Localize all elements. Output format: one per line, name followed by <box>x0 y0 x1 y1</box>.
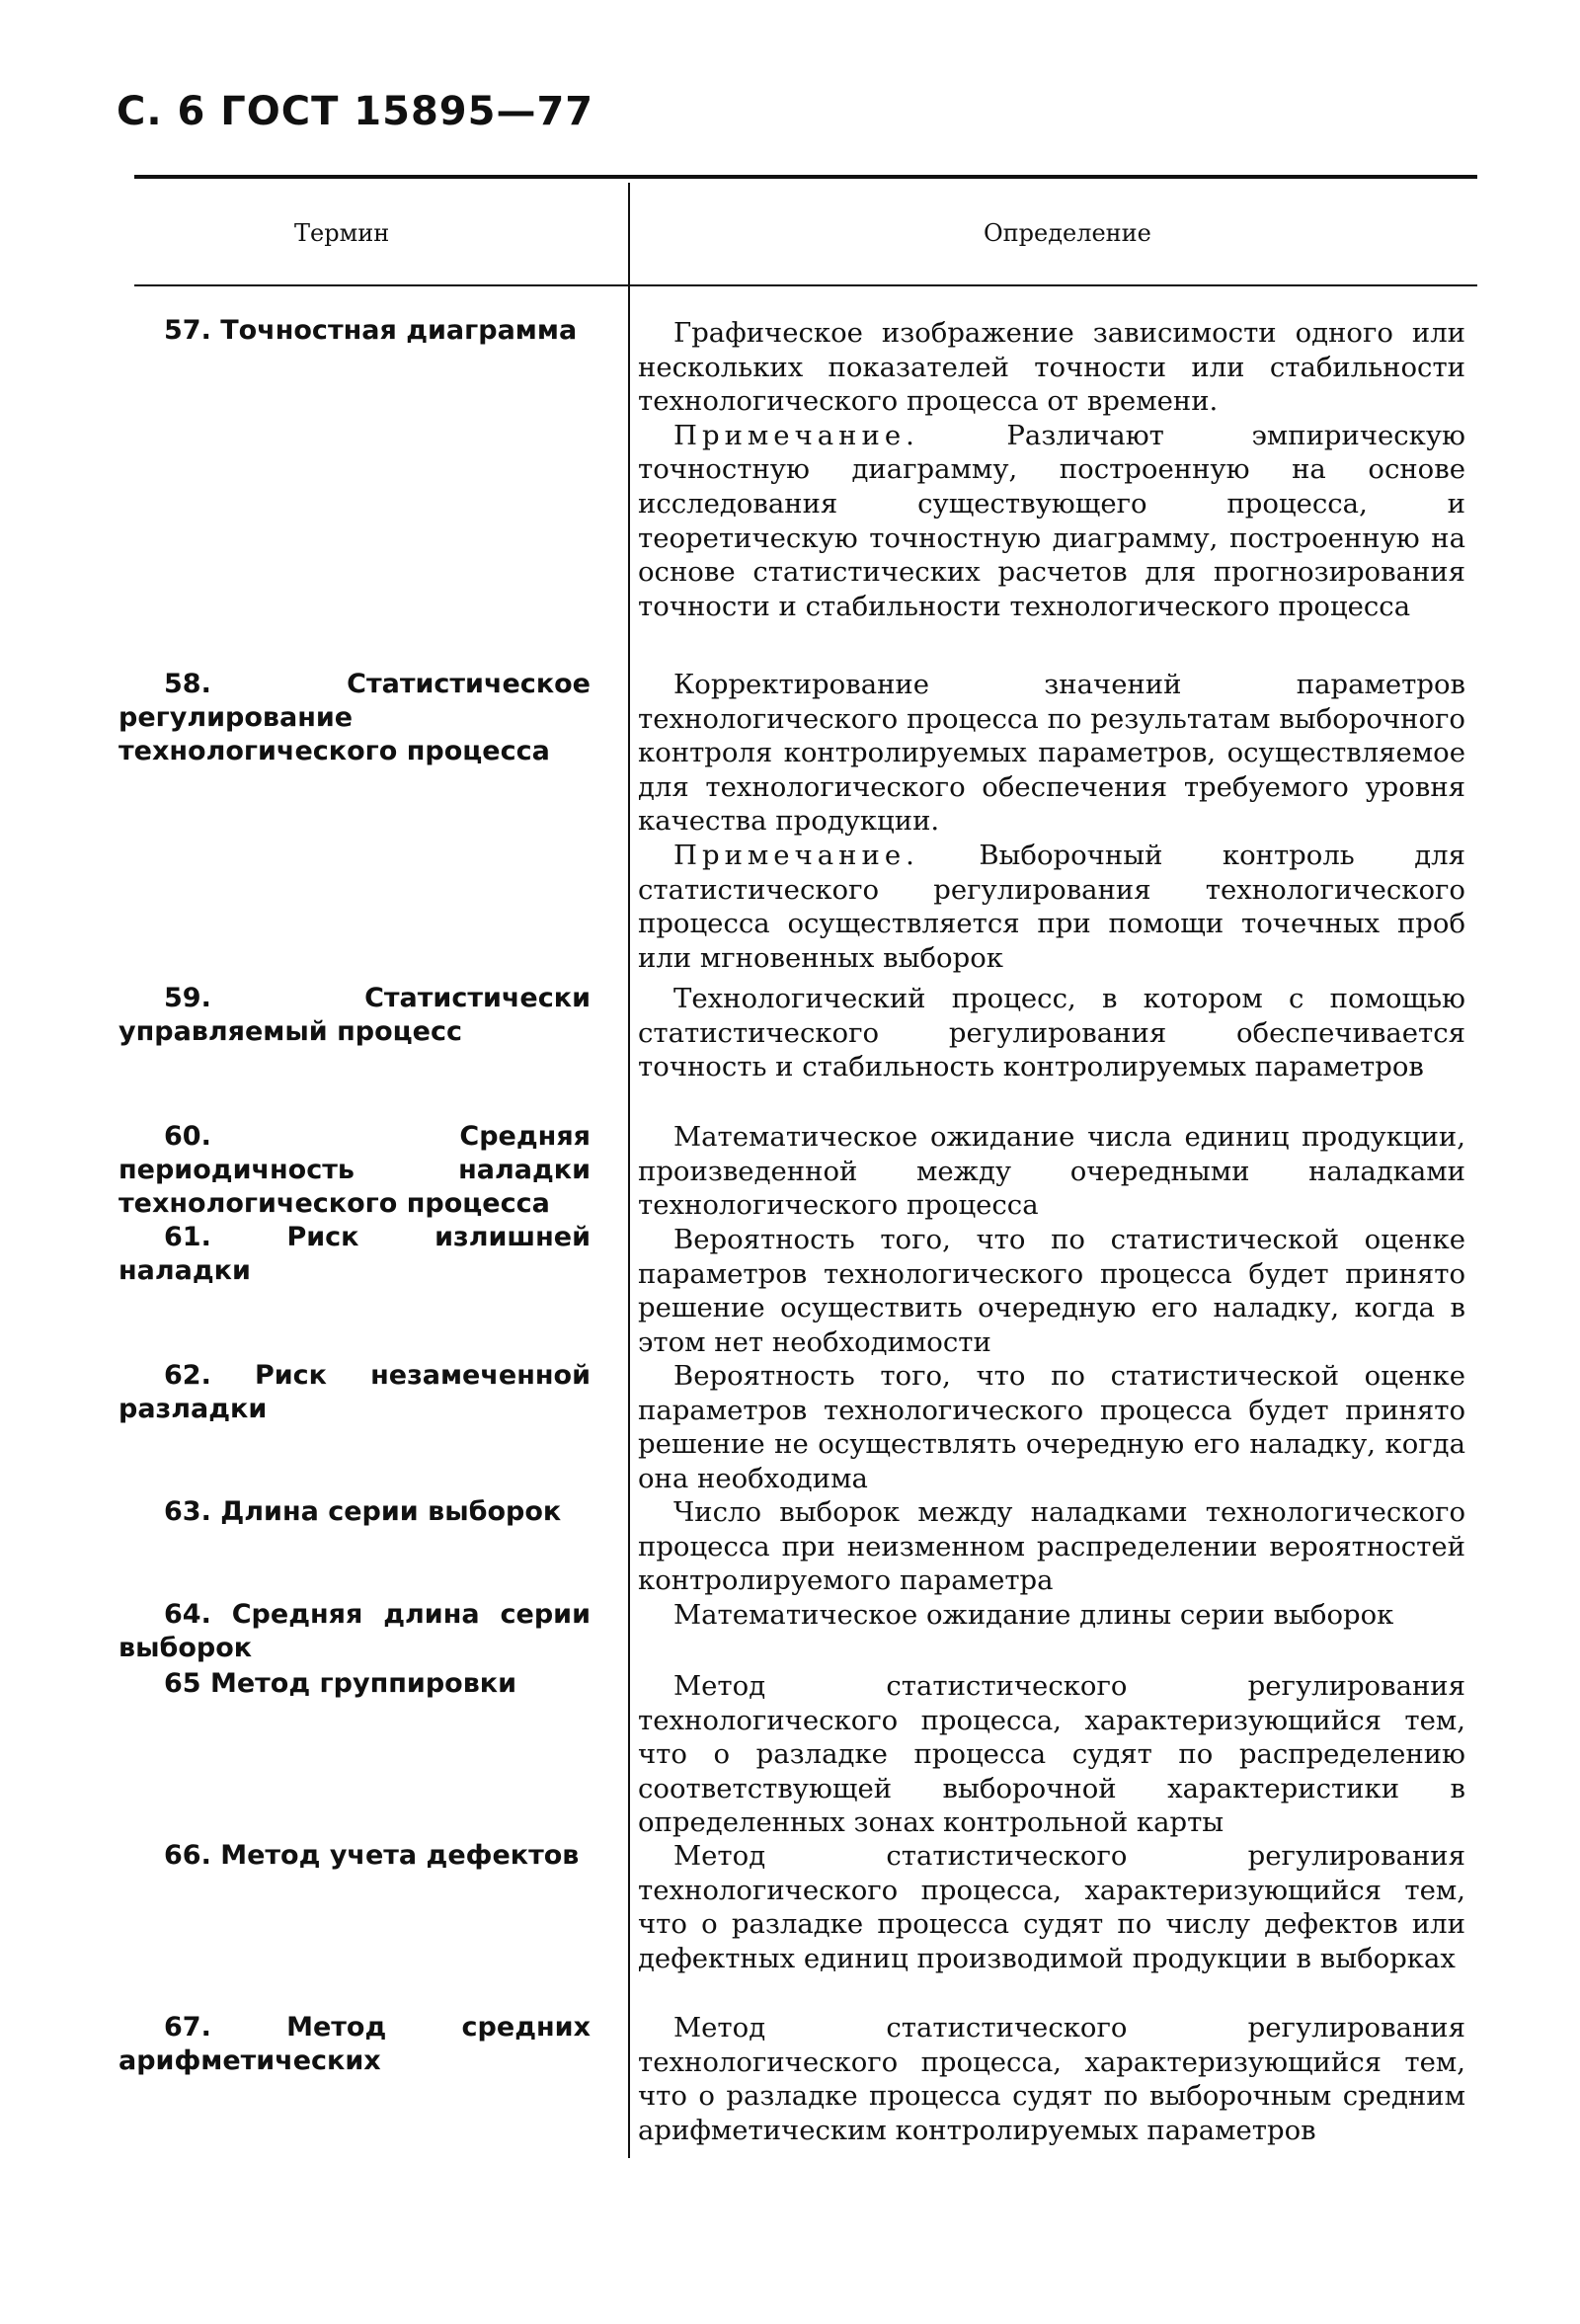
column-header-term: Термин <box>294 219 390 247</box>
note-label: Примечание. <box>673 419 919 451</box>
note-text: Выборочный контроль для статистического регулирования технологического процесса осуществляется при помощи точечных проб или мгновенных выборок <box>638 839 1465 974</box>
definition-text: Математическое ожидание длины серии выборок <box>673 1599 1394 1631</box>
term-63 <box>118 1495 591 1529</box>
definition-62 <box>638 1359 1465 1495</box>
definition-text: Метод статистического регулирования технологического процесса, характеризующийся тем, что о разладке процесса судят по выборочным средним арифметическим контролируемых параметров <box>638 2012 1465 2146</box>
term-text: 64. Средняя длина серии выборок <box>118 1599 591 1663</box>
definition-text: Технологический процесс, в котором с помощью статистического регулирования обеспечивается точность и стабильность контролируемых параметров <box>638 983 1465 1083</box>
term-65 <box>118 1667 591 1701</box>
note-text: Различают эмпирическую точностную диаграмму, построенную на основе исследования существующего процесса, и теоретическую точностную диаграмму, построенную на основе статистических расчетов для прогнозирования точности и стабильности технологического процесса <box>638 419 1465 622</box>
definition-63 <box>638 1495 1465 1598</box>
definition-text: Вероятность того, что по статистической оценке параметров технологического процесса будет принято решение не осуществлять очередную его наладку, когда она необходима <box>638 1360 1465 1494</box>
term-text: 66. Метод учета дефектов <box>164 1840 580 1871</box>
definition-67 <box>638 2011 1465 2147</box>
definition-65 <box>638 1669 1465 1840</box>
term-text: 62. Риск незамеченной разладки <box>118 1360 591 1424</box>
definition-text: Метод статистического регулирования технологического процесса, характеризующийся тем, что о разладке процесса судят по распределению соответствующей выборочной характеристики в определенных зонах контрольной карты <box>638 1670 1465 1839</box>
term-62 <box>118 1359 591 1426</box>
definition-57 <box>638 316 1465 623</box>
definition-64 <box>638 1598 1465 1633</box>
term-text: 61. Риск излишней наладки <box>118 1222 591 1286</box>
term-text: 67. Метод средних арифметических <box>118 2012 591 2076</box>
definition-text: Число выборок между наладками технологического процесса при неизменном распределении вероятностей контролируемого параметра <box>638 1496 1465 1597</box>
definition-59 <box>638 982 1465 1084</box>
table-header-rule <box>134 284 1477 286</box>
table-top-rule <box>134 175 1477 179</box>
column-divider <box>628 183 630 2158</box>
definition-text: Метод статистического регулирования технологического процесса, характеризующийся тем, что о разладке процесса судят по числу дефектов или дефектных единиц производимой продукции в выборках <box>638 1840 1465 1974</box>
page-header: С. 6 ГОСТ 15895—77 <box>117 89 594 134</box>
note-label: Примечание. <box>673 839 919 871</box>
term-60 <box>118 1120 591 1221</box>
term-61 <box>118 1221 591 1288</box>
definition-61 <box>638 1223 1465 1359</box>
term-text: 57. Точностная диаграмма <box>164 315 578 346</box>
term-text: 58. Статистическое регулирование технологического процесса <box>118 669 591 766</box>
definition-58 <box>638 668 1465 975</box>
definition-66 <box>638 1839 1465 1975</box>
definition-text: Графическое изображение зависимости одного или нескольких показателей точности или стабильности технологического процесса от времени. <box>638 317 1465 418</box>
term-59 <box>118 982 591 1049</box>
term-text: 65 Метод группировки <box>164 1668 517 1699</box>
term-58 <box>118 668 591 768</box>
term-57 <box>118 314 591 348</box>
definition-60 <box>638 1120 1465 1223</box>
term-64 <box>118 1598 591 1665</box>
definition-text: Вероятность того, что по статистической оценке параметров технологического процесса будет принято решение осуществить очередную его наладку, когда в этом нет необходимости <box>638 1224 1465 1358</box>
definition-text: Корректирование значений параметров технологического процесса по результатам выборочного контроля контролируемых параметров, осуществляемое для технологического обеспечения требуемого уровня качества продукции. <box>638 669 1465 838</box>
term-text: 60. Средняя периодичность наладки технологического процесса <box>118 1121 591 1219</box>
definition-text: Математическое ожидание числа единиц продукции, произведенной между очередными наладками технологического процесса <box>638 1121 1465 1222</box>
term-66 <box>118 1839 591 1873</box>
column-header-definition: Определение <box>984 219 1151 247</box>
term-text: 59. Статистически управляемый процесс <box>118 983 591 1047</box>
term-67 <box>118 2011 591 2078</box>
term-text: 63. Длина серии выборок <box>164 1496 562 1527</box>
